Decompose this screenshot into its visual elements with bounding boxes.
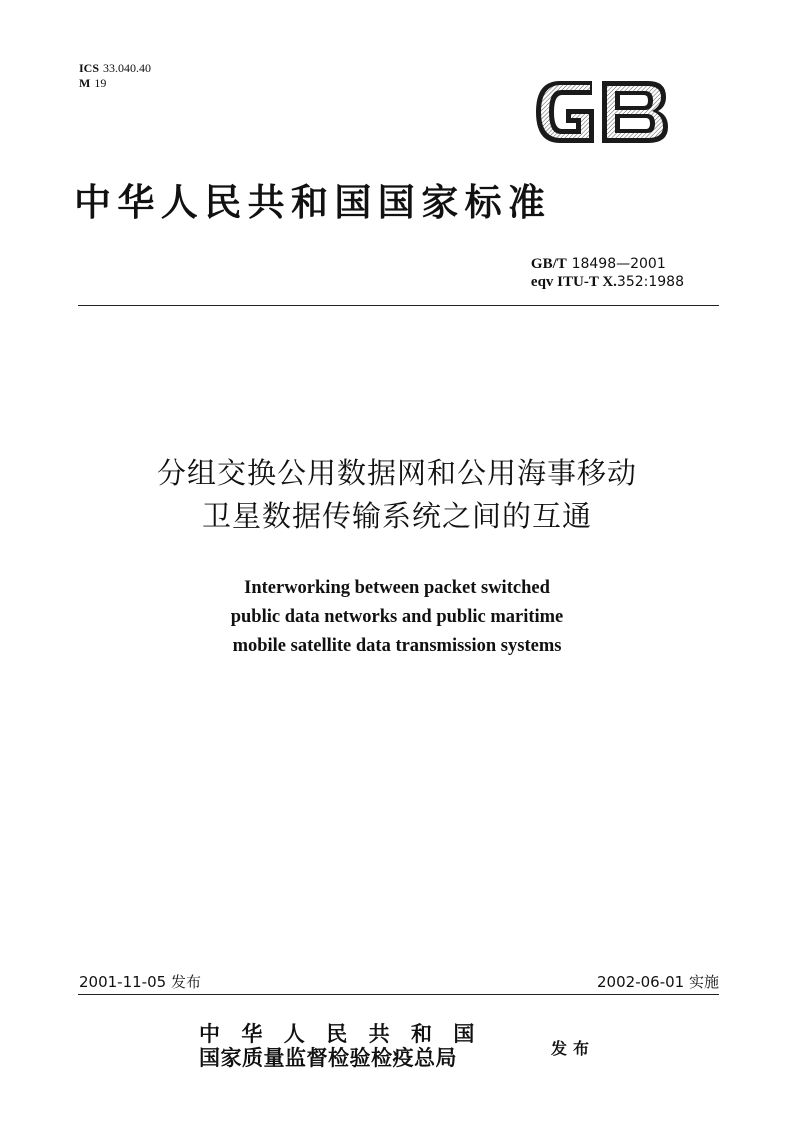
- equivalent-standard: [531, 273, 684, 291]
- issue-date-value: 2001-11-05: [79, 973, 167, 991]
- ics-code-row: [79, 61, 151, 76]
- ccs-value: 19: [94, 76, 107, 90]
- issuer-line-2: 国家质量监督检验检疫总局: [199, 1045, 457, 1070]
- implementation-date-value: 2002-06-01: [597, 973, 685, 991]
- gb-logo-graphic: [530, 75, 672, 149]
- issue-date: [79, 971, 201, 992]
- english-title-line-1: Interworking between packet switched: [244, 578, 550, 598]
- header-divider: [78, 305, 719, 306]
- english-title: [0, 574, 794, 661]
- equivalent-prefix: eqv ITU-T X.: [530, 274, 617, 290]
- equivalent-number: 352:1988: [616, 274, 684, 290]
- classification-codes: [79, 61, 151, 91]
- ics-label: ICS: [79, 61, 100, 75]
- issue-date-label: 发布: [170, 973, 201, 991]
- ics-value: 33.040.40: [103, 61, 152, 75]
- standard-number-prefix: GB/T: [530, 256, 567, 272]
- implementation-date: [597, 971, 719, 992]
- chinese-title-line-2: 卫星数据传输系统之间的互通: [201, 499, 592, 533]
- gb-logo: [530, 75, 672, 149]
- ccs-code-row: [79, 76, 151, 91]
- english-title-line-2: public data networks and public maritime: [230, 607, 564, 627]
- ccs-label: M: [79, 76, 91, 90]
- issuing-authority: [199, 1022, 496, 1070]
- chinese-title: [0, 452, 794, 538]
- publish-label: 发布: [551, 1039, 596, 1058]
- national-standard-title: 中华人民共和国国家标准: [74, 180, 552, 224]
- standard-number: [531, 255, 684, 273]
- implementation-date-label: 实施: [688, 973, 719, 991]
- footer-divider: [78, 994, 719, 995]
- issuer-line-1: 中华人民共和国: [199, 1021, 496, 1046]
- standard-number-value: 18498—2001: [571, 256, 666, 272]
- english-title-line-3: mobile satellite data transmission systems: [232, 636, 562, 656]
- standard-number-block: [531, 255, 684, 291]
- chinese-title-line-1: 分组交换公用数据网和公用海事移动: [156, 456, 637, 490]
